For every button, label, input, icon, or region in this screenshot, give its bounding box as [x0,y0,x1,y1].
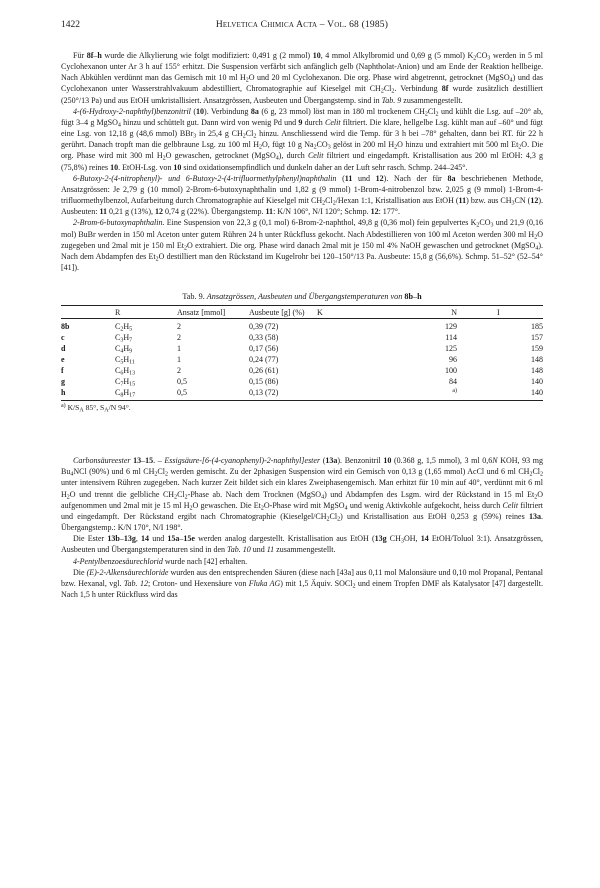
table-row: h $C_8H_{17}$ 0,5 0,13 (72) $^{a)}$ 140 [61,388,543,399]
table-footnote: $^{a)}$ $K/S_A$ 85°, $S_A/N$ 94°. [61,403,131,414]
paragraph-ester-analog: Die Ester 13b–13g, 14 und 15a–15e werden analog dargestellt. Kristallisation aus EtOH (13g $CH_3OH$, 14 EtOH/Toluol 3:1). Ansatzgrössen, Ausbeuten und Übergangstemperaturen sind in den Tab. 10 und 11 zusammengestellt. [61,534,544,555]
table-row: e $C_5H_{11}$ 1 0,24 (77) 96 148 [61,355,543,366]
table-row: g $C_7H_{15}$ 0,5 0,15 (86) 84 140 [61,377,543,388]
col-header-k: K [317,306,387,319]
paragraph-pentylbenzoesaeurechlorid: 4-Pentylbenzoesäurechlorid wurde nach [42] erhalten. [73,556,248,566]
page-number: 1422 [61,20,80,30]
page-header [61,20,543,34]
journal-running-title: Helvetica Chimica Acta – Vol. 68 (1985) [215,20,389,30]
col-header-n: N [387,306,497,319]
paragraph-benzonitril: 4-(6-Hydroxy-2-naphthyl)benzonitril (10). Verbindung 8a (6 g, 23 mmol) löst man in 180 ml trockenem $CH_2Cl_2$ und kühlt die Lsg. auf –20° ab, fügt 3–4 g MgSO$_4$ hinzu und schüttelt gut. Dann wird von wenig Pd und 9 durch Celit filtriert. Die klare, hellgelbe Lsg. kühlt man auf –60° und fügt eine Lsg. von 12,18 g (48,6 mmol) BBr$_3$ in 25,4 g $CH_2Cl_2$ hinzu. Anschliessend wird die Temp. für 3 h bei –78° gehalten, dann bei RT. für 22 h gerührt. Danach tropft man die gelbbraune Lsg. zu 100 ml $H_2O$, fügt 10 g $Na_2CO_3$ gelöst in 200 ml $H_2O$ hinzu und extrahiert mit 500 ml $Et_2O$. Die org. Phase wird mit 300 ml $H_2O$ gewaschen, getrocknet (MgSO$_4$), durch Celit filtriert und eingedampft. Kristallisation aus 200 ml EtOH: 4,3 g (75,8%) reines 10. EtOH-Lsg. von 10 sind oxidationsempfindlich und dunkeln daher an der Luft sehr rasch. Schmp. 244–245°. [61,106,544,172]
table-header-row [61,306,543,319]
col-header-ansatz: Ansatz [mmol] [177,306,249,319]
paragraph-carbonsaeureester: Carbonsäureester 13–15. – Essigsäure-[6-(4-cyanophenyl)-2-naphthyl]ester (13a). Benzonitril 10 (0.368 g, 1,5 mmol), 3 ml 0,6N KOH, 93 mg $Bu_4NCl$ (90%) und 6 ml $CH_2Cl_2$ werden gemischt. Zu der 2phasigen Suspension wird ein Gemisch von 0,13 g (1,65 mmol) AcCl und 6 ml $CH_2Cl_2$ unter intensivem Rühren zugegeben. Nach kurzer Zeit bildet sich ein klares Zweiphasengemisch. Man erhitzt für 10 min auf 40°, verdünnt mit 6 ml $H_2O$ und trennt die gelbliche $CH_2Cl_2$-Phase ab. Nach dem Trocknen (MgSO$_4$) und Abdampfen des Lsgm. wird der Rückstand in 15 ml $Et_2O$ aufgenommen und 2mal mit je 15 ml $H_2O$ gewaschen. Die $Et_2O$-Phase wird mit MgSO$_4$ und wenig Aktivkohle aufgekocht, heiss durch Celit filtriert und eingedampft. Der Rückstand ergibt nach Chromatographie $(Kieselgel/CH_2Cl_2)$ und Kristallisation aus EtOH 0,253 g (59%) reines 13a. Übergangstemp.: K/N 170°, N/I 198°. [61,456,544,533]
paragraph-brom-butoxynaphthalin: 2-Brom-6-butoxynaphthalin. Eine Suspension von 22,3 g (0,1 mol) 6-Brom-2-naphthol, 49,8 g (0,36 mol) fein gepulvertes $K_2CO_3$ und 21,9 (0,16 mol) BuBr werden in 150 ml Aceton unter gutem Rühren 24 h unter Rückfluss gekocht. Nach Abdestillieren von 100 ml Aceton werden 300 ml $H_2O$ zugegeben und 2mal mit je 150 ml $Et_2O$ extrahiert. Die org. Phase wird danach 2mal mit je 150 ml 4% NaOH gewaschen und getrocknet (MgSO$_4$). Nach dem Abdampfen des $Et_2O$ destilliert man den Rückstand im Kugelrohr bei 120–150°/13 Pa. Ausbeute: 15,8 g (56,6%). Schmp. 51–52° (52–54° [41]). [61,218,544,272]
journal-page [61,20,543,600]
paragraph-alkensaeurechloride: Die (E)-2-Alkensäurechloride wurden aus den entsprechenden Säuren (diese nach [43a] aus 0,11 mol Malonsäure und 0,10 mol Propanal, Pentanal bzw. Hexanal, vgl. Tab. 12; Croton- und Hexensäure von Fluka AG) mit 1,5 Äquiv. SOCl$_2$ und einem Tropfen DMF als Katalysator [47] dargestellt. Nach 1,5 h unter Rückfluss wird das [61,567,544,599]
table-row: d $C_4H_9$ 1 0,17 (56) 125 159 [61,344,543,355]
table-caption: Tab. 9. Ansatzgrössen, Ausbeuten und Übergangstemperaturen von 8b–h [182,292,422,302]
table-row: f $C_6H_{13}$ 2 0,26 (61) 100 148 [61,366,543,377]
paragraph-butoxy-naphthalin: 6-Butoxy-2-(4-nitrophenyl)- und 6-Butoxy-2-(4-trifluormethylphenyl)naphthalin (11 und 12). Nach der für 8a beschriebenen Methode, Ansatzgrössen: Je 2,79 g (10 mmol) 2-Brom-6-butoxynaphthalin und 1,82 g (9 mmol) 1-Brom-4-nitrobenzol bzw. 2,025 g (9 mmol) 1-Brom-4-trifluormethylbenzol, Aufarbeitung durch Chromatographie auf Kieselgel mit $CH_2Cl_2$/Hexan 1:1, Kristallisation aus EtOH (11) bzw. aus $CH_3CN$ (12). Ausbeuten: 11 0,21 g (13%), 12 0,74 g (22%). Übergangstemp. 11: K/N 106°, N/I 120°; Schmp. 12: 177°. [61,173,543,217]
col-header-i: I [497,306,543,319]
table-9 [61,305,543,401]
paragraph-alkylation: Für 8f–h wurde die Alkylierung wie folgt modifiziert: 0,491 g (2 mmol) 10, 4 mmol Alkylbromid und 0,69 g (5 mmol) $K_2CO_3$ werden in 5 ml Cyclohexanon unter Ar 3 h auf 155° erhitzt. Die Suspension verfärbt sich anfänglich gelb (Naphtholat-Anion) und am Ende der Reaktion hellbeige. Nach Abkühlen verdünnt man das Gemisch mit 10 ml $H_2O$ und 20 ml Cyclohexanon. Die org. Phase wird abgetrennt, getrocknet (MgSO$_4$) und das Cyclohexanon unter Wasserstrahlvakuum abdestilliert, Chromatographie auf Kieselgel mit $CH_2Cl_2$. Verbindung 8f wurde zusätzlich destilliert (250°/13 Pa) und aus EtOH umkristallisiert. Ansatzgrössen, Ausbeuten und Übergangstemp. sind in Tab. 9 zusammengestellt. [61,51,544,105]
table-row: 8b $C_2H_5$ 2 0,39 (72) 129 185 [61,322,543,333]
article-body [61,50,543,600]
table-row: c $C_3H_7$ 2 0,33 (58) 114 157 [61,333,543,344]
col-header-r: R [115,306,177,319]
col-header-ausbeute: Ausbeute [g] (%) [249,306,317,319]
